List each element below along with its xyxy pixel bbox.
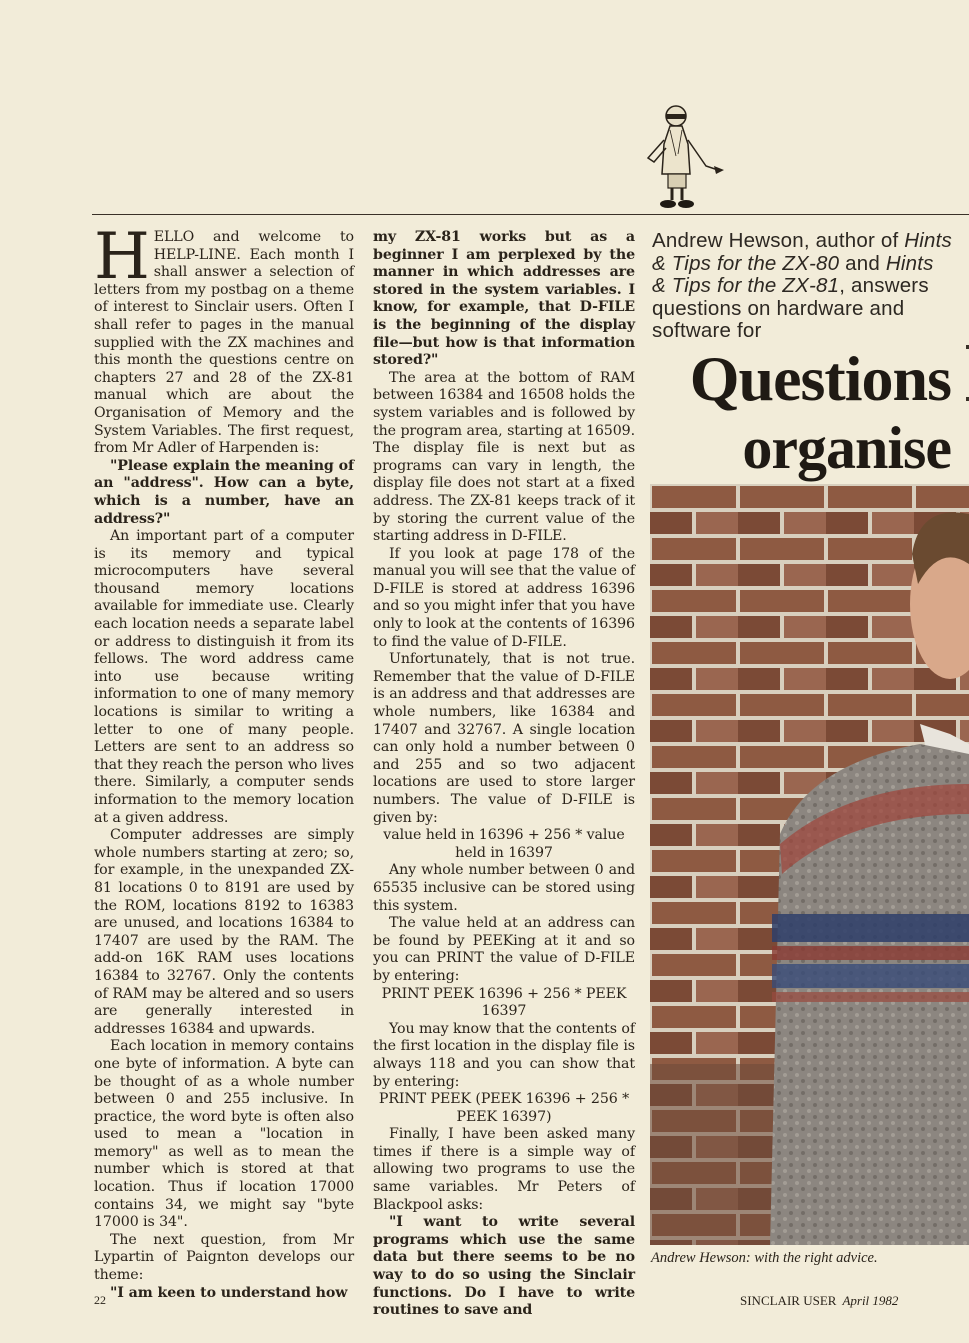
helpline-mascot-illustration bbox=[640, 104, 726, 210]
body-paragraph: If you look at page 178 of the manual you will see that the value of D-FILE is stored at address 16396 and so you might infer that you have only to look at the contents of 16396 to find the value of D-FILE. bbox=[373, 545, 635, 650]
drop-cap: H bbox=[94, 220, 150, 294]
standfirst-text: , answers questions on hardware and software for bbox=[652, 274, 929, 342]
running-footer bbox=[740, 1293, 898, 1309]
magazine-name: SINCLAIR USER bbox=[740, 1293, 837, 1308]
body-paragraph: The value held at an address can be found by PEEKing at it and so you can PRINT the value of D-FILE by entering: bbox=[373, 915, 635, 984]
headline-line-2: organise bbox=[742, 415, 951, 481]
body-paragraph: The area at the bottom of RAM between 16384 and 16508 holds the system variables and is followed by the program area, starting at 16509. The display file is next but as programs can vary in length, the display file does not start at a fixed address. The ZX-81 keeps track of it by storing the current value of the starting address in D-FILE. bbox=[373, 369, 635, 545]
standfirst-text: Andrew Hewson, author of bbox=[652, 229, 905, 252]
body-paragraph: ELLO and welcome to HELP-LINE. Each month I shall answer a selection of letters from my postbag on a theme of interest to Sinclair users. Often I shall refer to pages in the manual supplied with the ZX machines and this month the questions centre on chapters 27 and 28 of the ZX-81 manual which are about the Organisation of Memory and the System Variables. The first request, from Mr Adler of Harpenden is: bbox=[94, 229, 354, 457]
article-column-2 bbox=[373, 229, 635, 1320]
body-paragraph: You may know that the contents of the first location in the display file is always 118 and you can show that by entering: bbox=[373, 1020, 635, 1090]
body-paragraph: Finally, I have been asked many times if there is a simple way of allowing two programs to use the same variables. Mr Peters of Blackpool asks: bbox=[373, 1126, 635, 1213]
issue-date: April 1982 bbox=[842, 1293, 899, 1308]
standfirst bbox=[652, 230, 952, 343]
code-line: PRINT PEEK (PEEK 16396 + 256 * PEEK 16397) bbox=[378, 1091, 630, 1125]
headline-line-1: Questions bbox=[689, 343, 951, 414]
reader-question: "Please explain the meaning of an "address". How can a byte, which is a number, have an address?" bbox=[94, 457, 354, 527]
body-paragraph: The next question, from Mr Lypartin of Paignton develops our theme: bbox=[94, 1231, 354, 1284]
top-rule bbox=[92, 214, 969, 215]
code-line: value held in 16396 + 256 * value held in 16397 bbox=[383, 827, 625, 861]
body-paragraph: An important part of a computer is its memory and typical microcomputers have several thousand memory locations available for immediate use. Clearly each location needs a separate label or address to distinguish it from its fellows. The word address came into use because writing information to one of many memory locations is similar to writing a letter to one of many people. Letters are sent to an address so that they reach the person who lives there. Similarly, a computer sends information to the memory location at a given address. bbox=[94, 528, 354, 826]
reader-question: "I am keen to understand how bbox=[110, 1284, 348, 1301]
body-paragraph: Unfortunately, that is not true. Remember that the value of D-FILE is an address and that addresses are whole numbers, like 16384 and 17407 and 32767. A single location can only hold a number between 0 and 255 and so two adjacent locations are used to store larger numbers. The value of D-FILE is given by: bbox=[373, 651, 635, 826]
book-title-zx80: Hints & Tips for the ZX-80 bbox=[652, 229, 952, 275]
reader-question: "I want to write several programs which use the same data but there seems to be no way to do so using the Sinclair functions. Do I have to write routines to save and bbox=[373, 1214, 635, 1319]
body-paragraph: Any whole number between 0 and 65535 inclusive can be stored using this system. bbox=[373, 862, 635, 914]
photo-caption: Andrew Hewson: with the right advice. bbox=[651, 1250, 878, 1266]
body-paragraph: Computer addresses are simply whole numbers starting at zero; so, for example, in the unexpanded ZX-81 locations 0 to 8191 are used by the ROM, locations 8192 to 16383 are unused, and locations 16384 to 17407 are used by the RAM. The add-on 16K RAM uses locations 16384 to 32767. Only the contents of RAM may be altered and so users are generally interested in addresses 16384 and upwards. bbox=[94, 827, 354, 1037]
page-number: 22 bbox=[94, 1293, 106, 1307]
article-column-1 bbox=[94, 220, 354, 1302]
reader-question: my ZX-81 works but as a beginner I am perplexed by the manner in which addresses are stored in the system variables. I know, for example, that D-FILE is the beginning of the display file—but how is that information stored?" bbox=[373, 229, 635, 369]
code-line: PRINT PEEK 16396 + 256 * PEEK 16397 bbox=[381, 985, 627, 1020]
standfirst-text: and bbox=[839, 251, 886, 275]
body-paragraph: Each location in memory contains one byte of information. A byte can be thought of as a whole number between 0 and 255 inclusive. In practice, the word byte is often also used to mean a "location in memory" as well as to mean the number which is stored at that location. Thus if location 17000 contains 34, we might say "byte 17000 is 34". bbox=[94, 1038, 354, 1231]
author-photo bbox=[650, 484, 969, 1245]
book-title-zx81: Hints & Tips for the ZX-81 bbox=[652, 251, 934, 297]
